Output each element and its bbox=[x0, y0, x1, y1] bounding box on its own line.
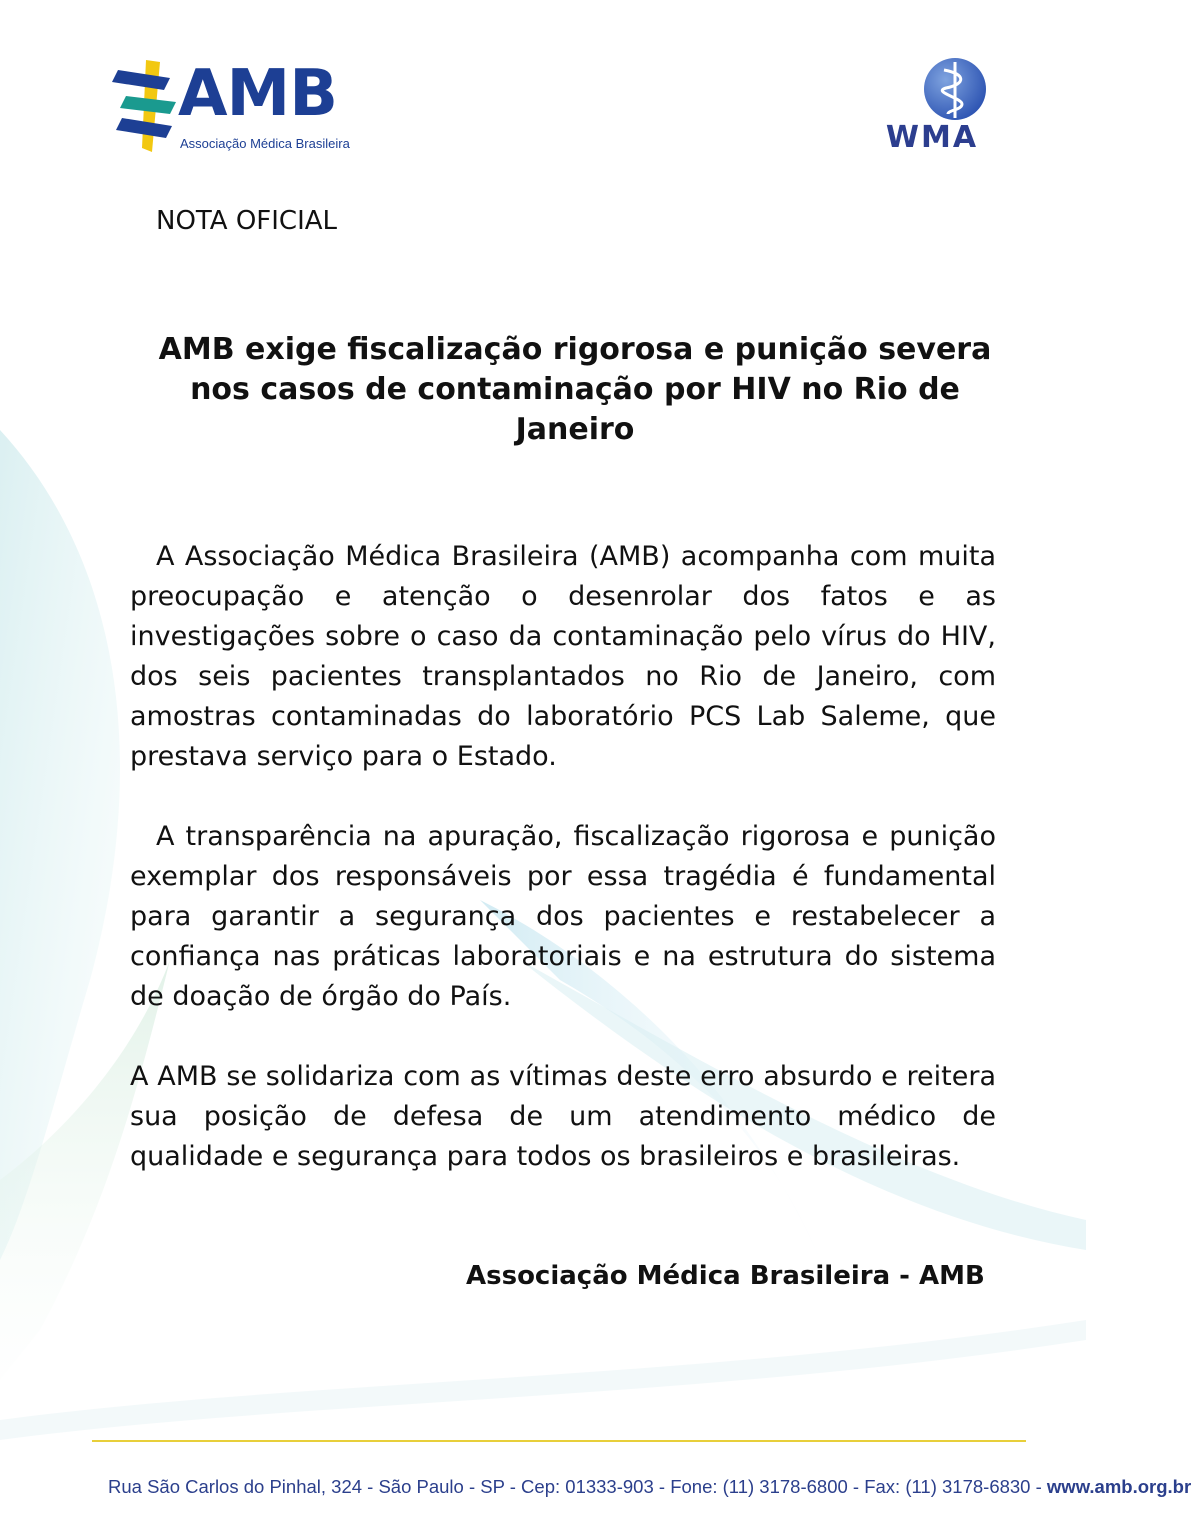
body-paragraph: A Associação Médica Brasileira (AMB) acompanha com muita preocupação e atenção o desenrolar dos fatos e as investigações sobre o caso da contaminação pelo vírus do HIV, dos seis pacientes transplantados no Rio de Janeiro, com amostras contaminadas do laboratório PCS Lab Saleme, que prestava serviço para o Estado. bbox=[130, 541, 996, 772]
body-paragraph: A AMB se solidariza com as vítimas deste erro absurdo e reitera sua posição de defesa de um atendimento médico de qualidade e segurança para todos os brasileiros e brasileiras. bbox=[130, 1061, 996, 1172]
globe-serpent-icon bbox=[922, 56, 988, 122]
footer-address: Rua São Carlos do Pinhal, 324 - São Paulo - SP - Cep: 01333-903 - Fone: (11) 3178-6800 - Fax: (11) 3178-6830 - bbox=[108, 1476, 1047, 1497]
footer-website-link[interactable]: www.amb.org.br bbox=[1046, 1476, 1191, 1497]
wma-logo bbox=[870, 56, 990, 156]
amb-wordmark: AMB bbox=[178, 57, 337, 131]
footer bbox=[108, 1476, 1191, 1498]
footer-divider bbox=[92, 1440, 1026, 1442]
caduceus-ribbon-icon bbox=[112, 56, 182, 156]
amb-subtitle: Associação Médica Brasileira bbox=[180, 136, 350, 151]
body-paragraph: A transparência na apuração, fiscalização rigorosa e punição exemplar dos responsáveis por essa tragédia é fundamental para garantir a segurança dos pacientes e restabelecer a confiança nas práticas laboratoriais e na estrutura do sistema de doação de órgão do País. bbox=[130, 821, 996, 1012]
document-title: AMB exige fiscalização rigorosa e punição severa nos casos de contaminação por HIV no Rio de Janeiro bbox=[158, 332, 992, 447]
amb-logo bbox=[112, 56, 372, 156]
document-body bbox=[130, 537, 996, 1217]
document-kicker: NOTA OFICIAL bbox=[156, 206, 338, 236]
wma-wordmark: WMA bbox=[885, 120, 979, 155]
signature: Associação Médica Brasileira - AMB bbox=[466, 1261, 985, 1291]
